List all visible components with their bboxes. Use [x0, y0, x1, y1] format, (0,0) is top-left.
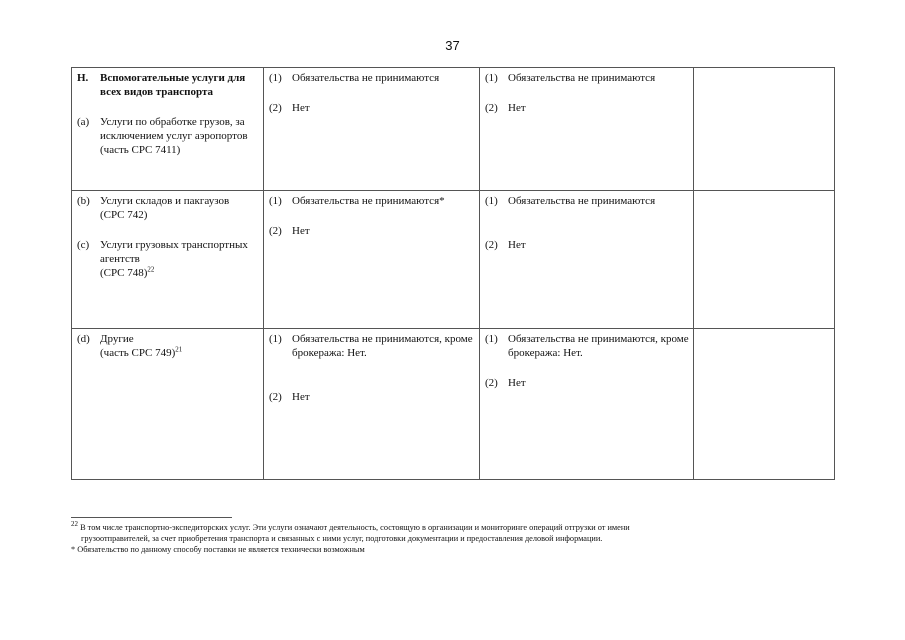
- sector-cell: [72, 68, 264, 191]
- cpc-code: (часть CPC 749): [100, 347, 176, 359]
- mode-marker: (2): [485, 377, 498, 389]
- commitment-text: Нет: [508, 377, 526, 389]
- national-treatment-cell: [480, 329, 694, 480]
- mode-marker: (2): [269, 225, 282, 237]
- commitment-text: Обязательства не принимаются*: [292, 195, 445, 207]
- commitment-text: Нет: [292, 102, 310, 114]
- sector-title: Вспомогательные услуги для всех видов транспорта: [100, 72, 246, 98]
- market-access-cell: [264, 68, 480, 191]
- footnote-ref: 21: [175, 345, 183, 354]
- cpc-code: (часть CPC 7411): [100, 144, 181, 156]
- sub-sector-title: Другие: [100, 333, 134, 345]
- sub-sector-title: Услуги складов и пакгаузов: [100, 195, 230, 207]
- mode-marker: (2): [269, 102, 282, 114]
- sector-cell: [72, 191, 264, 329]
- commitment-text: Нет: [508, 239, 526, 251]
- footnote-text: В том числе транспортно-экспедиторских услуг. Эти услуги означают деятельность, состоящую в организации и мониторинге операций отгрузки от имени: [80, 523, 630, 532]
- sector-cell: [72, 329, 264, 480]
- sub-sector-title: Услуги по обработке грузов, за исключением услуг аэропортов: [100, 116, 248, 142]
- commitment-text: Обязательства не принимаются, кроме брокеража: Нет.: [292, 333, 473, 359]
- mode-marker: (1): [485, 72, 498, 84]
- additional-commitments-cell: [694, 191, 835, 329]
- cpc-code: (CPC 742): [100, 209, 148, 221]
- national-treatment-cell: [480, 68, 694, 191]
- mode-marker: (1): [269, 72, 282, 84]
- additional-commitments-cell: [694, 329, 835, 480]
- commitment-text: Нет: [292, 225, 310, 237]
- mode-marker: (2): [269, 391, 282, 403]
- sub-sector-marker: (a): [77, 116, 90, 128]
- commitment-text: Обязательства не принимаются: [508, 195, 656, 207]
- commitments-table: [71, 67, 835, 480]
- cpc-code: (CPC 748): [100, 267, 148, 279]
- table-row: [72, 191, 835, 329]
- sub-sector-marker: (d): [77, 333, 90, 345]
- additional-commitments-cell: [694, 68, 835, 191]
- table-row: [72, 68, 835, 191]
- mode-marker: (1): [485, 195, 498, 207]
- commitment-text: Обязательства не принимаются: [292, 72, 440, 84]
- mode-marker: (2): [485, 239, 498, 251]
- sector-marker: H.: [77, 72, 89, 84]
- footnote-22: [71, 522, 831, 533]
- commitment-text: Нет: [508, 102, 526, 114]
- mode-marker: (1): [485, 333, 498, 345]
- mode-marker: (2): [485, 102, 498, 114]
- table-row: [72, 329, 835, 480]
- footnote-number: 22: [71, 520, 78, 529]
- sub-sector-marker: (b): [77, 195, 90, 207]
- commitment-text: Обязательства не принимаются, кроме брокеража: Нет.: [508, 333, 689, 359]
- sub-sector-title: Услуги грузовых транспортных агентств: [100, 239, 248, 265]
- commitment-text: Обязательства не принимаются: [508, 72, 656, 84]
- footnote-separator: [71, 517, 232, 518]
- sub-sector-marker: (c): [77, 239, 90, 251]
- footnotes: [71, 522, 831, 555]
- footnote-star: * Обязательство по данному способу поставки не является технически возможным: [71, 545, 365, 554]
- market-access-cell: [264, 329, 480, 480]
- market-access-cell: [264, 191, 480, 329]
- footnote-ref: 22: [147, 265, 155, 274]
- commitment-text: Нет: [292, 391, 310, 403]
- page-number: 37: [445, 38, 460, 53]
- mode-marker: (1): [269, 333, 282, 345]
- national-treatment-cell: [480, 191, 694, 329]
- mode-marker: (1): [269, 195, 282, 207]
- footnote-22-continued: грузоотправителей, за счет приобретения транспорта и связанных с ними услуг, подготовки документации и предоставления деловой информации.: [81, 534, 603, 543]
